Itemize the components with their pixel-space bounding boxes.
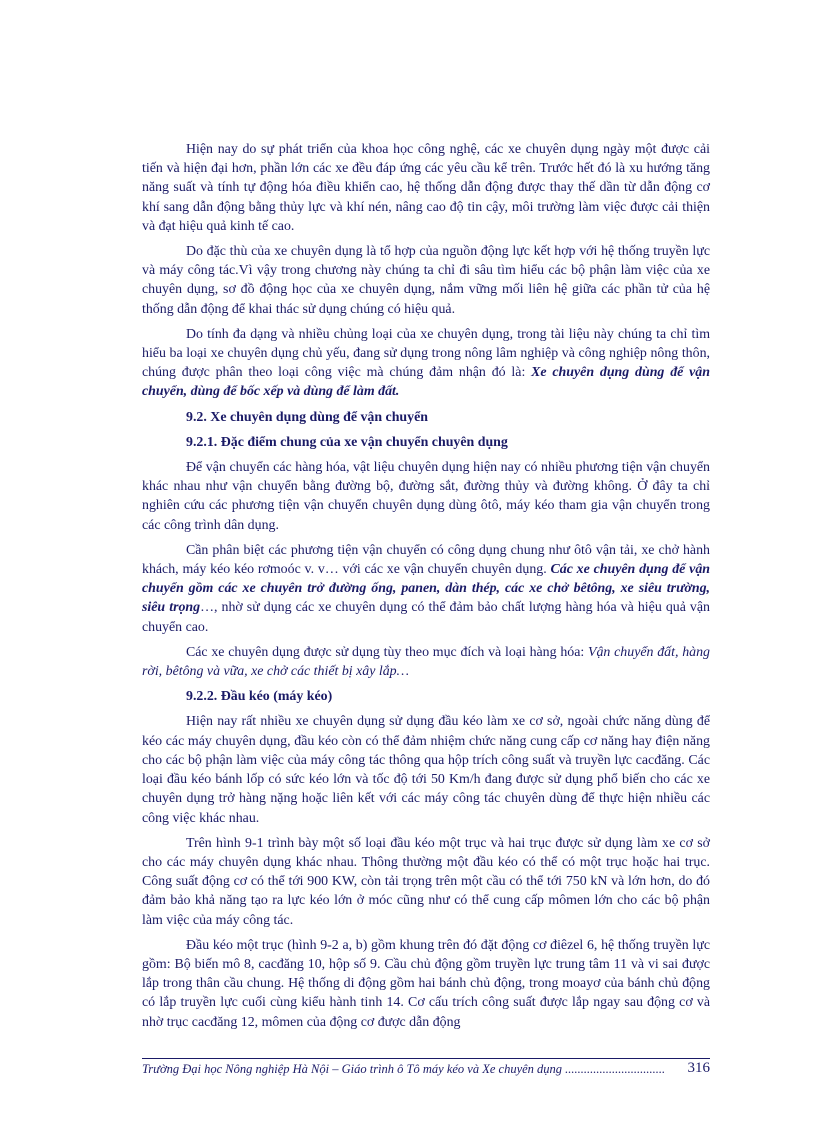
footer-text: Trường Đại học Nông nghiệp Hà Nội – Giáo trình ô Tô máy kéo và Xe chuyên dụng ................................: [142, 1062, 666, 1076]
paragraph-5: [142, 541, 710, 637]
paragraph-5-text: Cần phân biệt các phương tiện vận chuyển có công dụng chung như ôtô vận tải, xe chở hành khách, máy kéo kéo rơmoóc v. v… với các xe vận chuyển chuyên dụng.: [142, 542, 710, 578]
section-heading-9-2: 9.2. Xe chuyên dụng dùng để vận chuyển: [186, 409, 428, 425]
paragraph-5-tail: …, nhờ sử dụng các xe chuyên dụng có thể đảm bảo chất lượng hàng hóa và hiệu quả vận chuyển cao.: [142, 600, 710, 635]
paragraph-4: Để vận chuyển các hàng hóa, vật liệu chuyên dụng hiện nay có nhiều phương tiện vận chuyển khác nhau như vận chuyển bằng đường bộ, đường sắt, đường thủy và đường không. Ở đây ta chỉ nghiên cứu các phương tiện vận chuyển chuyên dụng dùng ôtô, máy kéo tham gia vận chuyển trong các công trình dân dụng.: [142, 460, 710, 533]
subsection-heading-9-2-1: 9.2.1. Đặc điểm chung của xe vận chuyển chuyên dụng: [186, 434, 508, 450]
paragraph-5-emphasis: Các xe chuyên dụng để vận chuyển gồm các xe chuyên trở đường ống, panen, dàn thép, các xe chở bêtông, xe siêu trường, siêu trọng: [142, 562, 710, 616]
paragraph-3-text: Do tính đa dạng và nhiều chủng loại của xe chuyên dụng, trong tài liệu này chúng ta chỉ tìm hiểu ba loại xe chuyên dụng chủ yếu, đang sử dụng trong nông lâm nghiệp và công nghiệp nông thôn, chúng được phân theo loại công việc mà chúng đảm nhận đó là:: [142, 326, 710, 381]
paragraph-1: Hiện nay do sự phát triển của khoa học công nghệ, các xe chuyên dụng ngày một được cải tiến và hiện đại hơn, phần lớn các xe đều đáp ứng các yêu cầu kể trên. Trước hết đó là xu hướng tăng năng suất và tính tự động hóa điều khiển cao, hệ thống dẫn động được thay thế dần từ dẫn động cơ khí sang dẫn động bằng thủy lực và khí nén, nâng cao độ tin cậy, môi trường làm việc được cải thiện và đạt hiệu quả kinh tế cao.: [142, 142, 710, 234]
paragraph-6: [142, 643, 710, 681]
paragraph-3: [142, 325, 710, 402]
subsection-heading-9-2-2: 9.2.2. Đầu kéo (máy kéo): [186, 689, 333, 705]
paragraph-9: Đầu kéo một trục (hình 9-2 a, b) gồm khung trên đó đặt động cơ điêzel 6, hệ thống truyền lực gồm: Bộ biến mô 8, cacđăng 10, hộp số 9. Cầu chủ động gồm truyền lực trung tâm 11 và vi sai được lắp trong thân cầu chung. Hệ thống di động gồm hai bánh chủ động, trong moayơ của bánh chủ động có lắp truyền lực cuối cùng kiểu hành tinh 14. Cơ cấu trích công suất được lắp ngay sau động cơ và nhờ trục cacđăng 12, mômen của động cơ được dẫn động: [142, 937, 710, 1030]
paragraph-3-emphasis: Xe chuyên dụng dùng để vận chuyển, dùng để bốc xếp và dùng để làm đất.: [142, 365, 710, 400]
paragraph-2: Do đặc thù của xe chuyên dụng là tổ hợp của nguồn động lực kết hợp với hệ thống truyền lực và máy công tác.Vì vậy trong chương này chúng ta chỉ đi sâu tìm hiểu các bộ phận làm việc của xe chuyên dụng, sơ đồ động học của xe chuyên dụng, nắm vững mối liên hệ giữa các phần tử của hệ thống dẫn động để khai thác sử dụng chúng có hiệu quả.: [142, 244, 710, 317]
page-body: [142, 140, 710, 1038]
page-footer: [142, 1058, 710, 1078]
page-number: 316: [687, 1060, 710, 1076]
paragraph-8: Trên hình 9-1 trình bày một số loại đầu kéo một trục và hai trục được sử dụng làm xe cơ sở cho các máy chuyên dụng khác nhau. Thông thường một đầu kéo có thể có một trục hoặc hai trục. Công suất động cơ có thể tới 900 KW, còn tải trọng trên một cầu có thể tới 750 kN và lớn hơn, do đó đảm bảo khả năng tạo ra lực kéo lớn ở móc cũng như có thể cung cấp mômen lớn cho các bộ phận làm việc của máy công tác.: [142, 835, 710, 928]
paragraph-7: Hiện nay rất nhiều xe chuyên dụng sử dụng đầu kéo làm xe cơ sở, ngoài chức năng dùng để kéo các máy chuyên dụng, đầu kéo còn có thể đảm nhiệm chức năng cung cấp cơ năng hay điện năng cho các bộ phận làm việc của máy công tác thông qua hộp trích công suất và truyền lực cacđăng. Các loại đầu kéo bánh lốp có sức kéo lớn và tốc độ tới 50 Km/h đang được sử dụng phổ biến cho các xe chuyên dụng trở hàng nặng hoặc liên kết với các máy công tác chuyên dùng để thực hiện nhiều các công việc khác nhau.: [142, 714, 710, 826]
paragraph-6-text: Các xe chuyên dụng được sử dụng tùy theo mục đích và loại hàng hóa:: [186, 644, 588, 660]
paragraph-6-emphasis: Vận chuyển đất, hàng rời, bêtông và vữa, xe chở các thiết bị xây lắp…: [142, 644, 710, 680]
